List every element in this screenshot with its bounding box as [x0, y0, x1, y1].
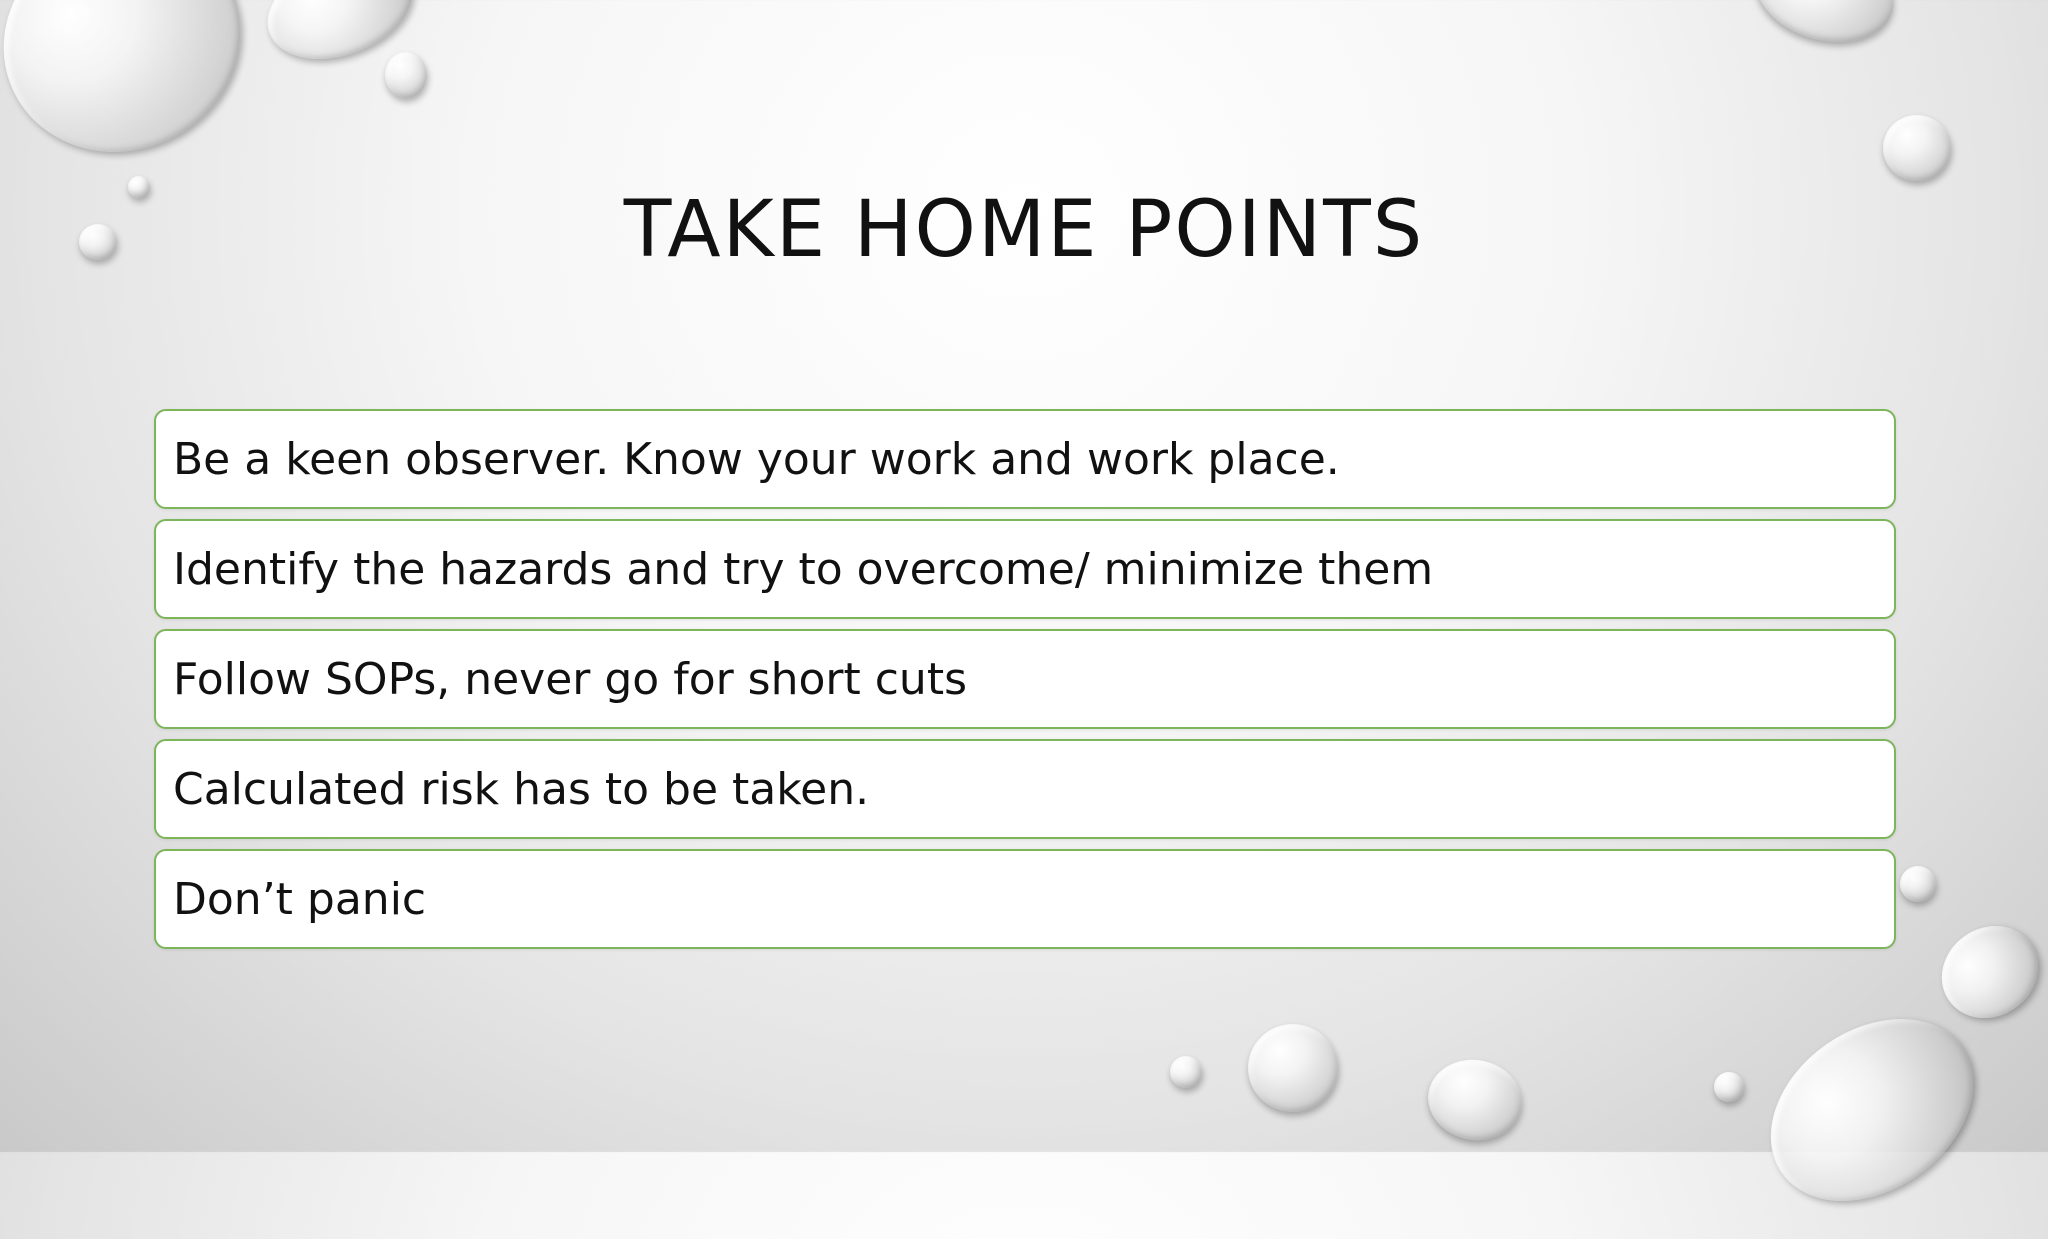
point-item: Be a keen observer. Know your work and work place. — [154, 409, 1896, 509]
water-droplet — [1422, 1052, 1528, 1147]
water-droplet — [1714, 1072, 1744, 1102]
water-droplet — [1900, 866, 1936, 902]
water-droplet — [1248, 1024, 1338, 1112]
point-item: Identify the hazards and try to overcome/ minimize them — [154, 519, 1896, 619]
water-droplet — [1883, 115, 1951, 181]
water-droplet — [0, 0, 277, 190]
slide-title: TAKE HOME POINTS — [623, 185, 1425, 275]
water-droplet — [1736, 981, 2008, 1238]
water-droplet — [1170, 1056, 1202, 1088]
take-home-points-list — [154, 409, 1896, 949]
water-droplet — [1924, 907, 2048, 1036]
point-item: Don’t panic — [154, 849, 1896, 949]
point-item: Calculated risk has to be taken. — [154, 739, 1896, 839]
point-item: Follow SOPs, never go for short cuts — [154, 629, 1896, 729]
water-droplet — [1745, 0, 1905, 56]
water-droplet — [385, 52, 427, 98]
